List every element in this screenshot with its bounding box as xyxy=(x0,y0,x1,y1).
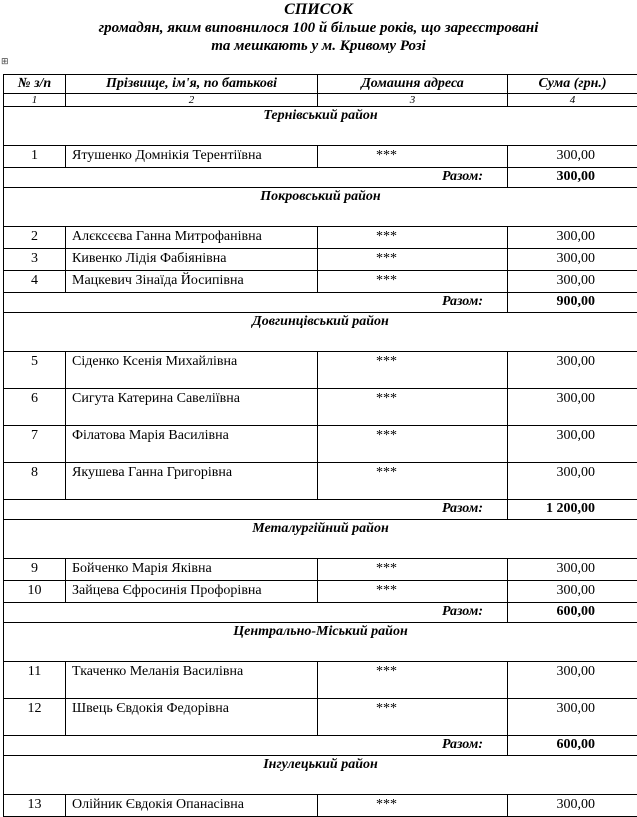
row-number: 10 xyxy=(4,581,66,603)
person-name: Ткаченко Меланія Василівна xyxy=(66,662,318,699)
person-name: Олійник Євдокія Опанасівна xyxy=(66,795,318,817)
payment-sum: 300,00 xyxy=(508,559,637,581)
table-row xyxy=(4,271,637,293)
district-name: Центрально-Міський район xyxy=(4,623,637,662)
person-name: Мацкевич Зінаїда Йосипівна xyxy=(66,271,318,293)
payment-sum: 300,00 xyxy=(508,581,637,603)
person-name: Кивенко Лідія Фабіянівна xyxy=(66,249,318,271)
payment-sum: 300,00 xyxy=(508,699,637,736)
district-name: Інгулецький район xyxy=(4,756,637,795)
home-address: *** xyxy=(318,249,508,271)
row-number: 13 xyxy=(4,795,66,817)
home-address: *** xyxy=(318,581,508,603)
person-name: Філатова Марія Василівна xyxy=(66,426,318,463)
payment-sum: 300,00 xyxy=(508,271,637,293)
col-header-number: № з/п xyxy=(4,75,66,94)
district-total-row xyxy=(4,293,637,313)
payment-sum: 300,00 xyxy=(508,352,637,389)
payment-sum: 300,00 xyxy=(508,227,637,249)
total-value: 900,00 xyxy=(508,293,637,313)
total-value: 1 200,00 xyxy=(508,500,637,520)
district-name: Довгинцівський район xyxy=(4,313,637,352)
col-index-2: 2 xyxy=(66,94,318,107)
table-row xyxy=(4,662,637,699)
district-header-row xyxy=(4,107,637,146)
district-total-row xyxy=(4,736,637,756)
column-number-row xyxy=(4,94,637,107)
home-address: *** xyxy=(318,389,508,426)
table-row xyxy=(4,795,637,817)
table-row xyxy=(4,249,637,271)
document-subtitle-line1: громадян, яким виповнилося 100 й більше років, що зареєстровані xyxy=(0,19,637,37)
district-total-row xyxy=(4,168,637,188)
home-address: *** xyxy=(318,662,508,699)
district-header-row xyxy=(4,313,637,352)
home-address: *** xyxy=(318,699,508,736)
total-label: Разом: xyxy=(4,603,508,623)
table-row xyxy=(4,426,637,463)
table-row xyxy=(4,581,637,603)
table-row xyxy=(4,389,637,426)
row-number: 3 xyxy=(4,249,66,271)
col-index-4: 4 xyxy=(508,94,637,107)
payment-sum: 300,00 xyxy=(508,662,637,699)
person-name: Якушева Ганна Григорівна xyxy=(66,463,318,500)
person-name: Зайцева Єфросинія Профорівна xyxy=(66,581,318,603)
person-name: Сигута Катерина Савеліївна xyxy=(66,389,318,426)
row-number: 12 xyxy=(4,699,66,736)
total-label: Разом: xyxy=(4,168,508,188)
home-address: *** xyxy=(318,463,508,500)
table-body xyxy=(4,107,637,817)
home-address: *** xyxy=(318,146,508,168)
row-number: 2 xyxy=(4,227,66,249)
district-total-row xyxy=(4,500,637,520)
col-header-name: Прізвище, ім'я, по батькові xyxy=(66,75,318,94)
person-name: Ятушенко Домнікія Терентіївна xyxy=(66,146,318,168)
row-number: 6 xyxy=(4,389,66,426)
home-address: *** xyxy=(318,271,508,293)
table-row xyxy=(4,559,637,581)
row-number: 7 xyxy=(4,426,66,463)
table-row xyxy=(4,146,637,168)
person-name: Сіденко Ксенія Михайлівна xyxy=(66,352,318,389)
document-title: СПИСОК xyxy=(0,1,637,19)
table-header-row xyxy=(4,75,637,94)
total-value: 300,00 xyxy=(508,168,637,188)
total-value: 600,00 xyxy=(508,603,637,623)
document-subtitle-line2: та мешкають у м. Кривому Розі xyxy=(0,37,637,55)
col-index-3: 3 xyxy=(318,94,508,107)
table-row xyxy=(4,352,637,389)
district-header-row xyxy=(4,520,637,559)
payment-sum: 300,00 xyxy=(508,389,637,426)
district-name: Тернівський район xyxy=(4,107,637,146)
table-row xyxy=(4,699,637,736)
home-address: *** xyxy=(318,426,508,463)
payment-sum: 300,00 xyxy=(508,249,637,271)
district-header-row xyxy=(4,623,637,662)
payment-sum: 300,00 xyxy=(508,146,637,168)
col-header-sum: Сума (грн.) xyxy=(508,75,637,94)
person-name: Алєксєєва Ганна Митрофанівна xyxy=(66,227,318,249)
row-number: 4 xyxy=(4,271,66,293)
row-number: 5 xyxy=(4,352,66,389)
row-number: 8 xyxy=(4,463,66,500)
person-name: Бойченко Марія Яківна xyxy=(66,559,318,581)
district-header-row xyxy=(4,756,637,795)
home-address: *** xyxy=(318,352,508,389)
total-value: 600,00 xyxy=(508,736,637,756)
table-anchor-icon: ⊞ xyxy=(1,58,9,67)
district-name: Металургійний район xyxy=(4,520,637,559)
home-address: *** xyxy=(318,559,508,581)
total-label: Разом: xyxy=(4,736,508,756)
home-address: *** xyxy=(318,795,508,817)
total-label: Разом: xyxy=(4,293,508,313)
row-number: 1 xyxy=(4,146,66,168)
district-name: Покровський район xyxy=(4,188,637,227)
table-row xyxy=(4,227,637,249)
row-number: 11 xyxy=(4,662,66,699)
table-row xyxy=(4,463,637,500)
col-header-address: Домашня адреса xyxy=(318,75,508,94)
payment-sum: 300,00 xyxy=(508,795,637,817)
total-label: Разом: xyxy=(4,500,508,520)
district-header-row xyxy=(4,188,637,227)
payment-sum: 300,00 xyxy=(508,426,637,463)
payment-sum: 300,00 xyxy=(508,463,637,500)
district-total-row xyxy=(4,603,637,623)
row-number: 9 xyxy=(4,559,66,581)
home-address: *** xyxy=(318,227,508,249)
person-name: Швець Євдокія Федорівна xyxy=(66,699,318,736)
centenarians-table xyxy=(3,74,637,817)
col-index-1: 1 xyxy=(4,94,66,107)
